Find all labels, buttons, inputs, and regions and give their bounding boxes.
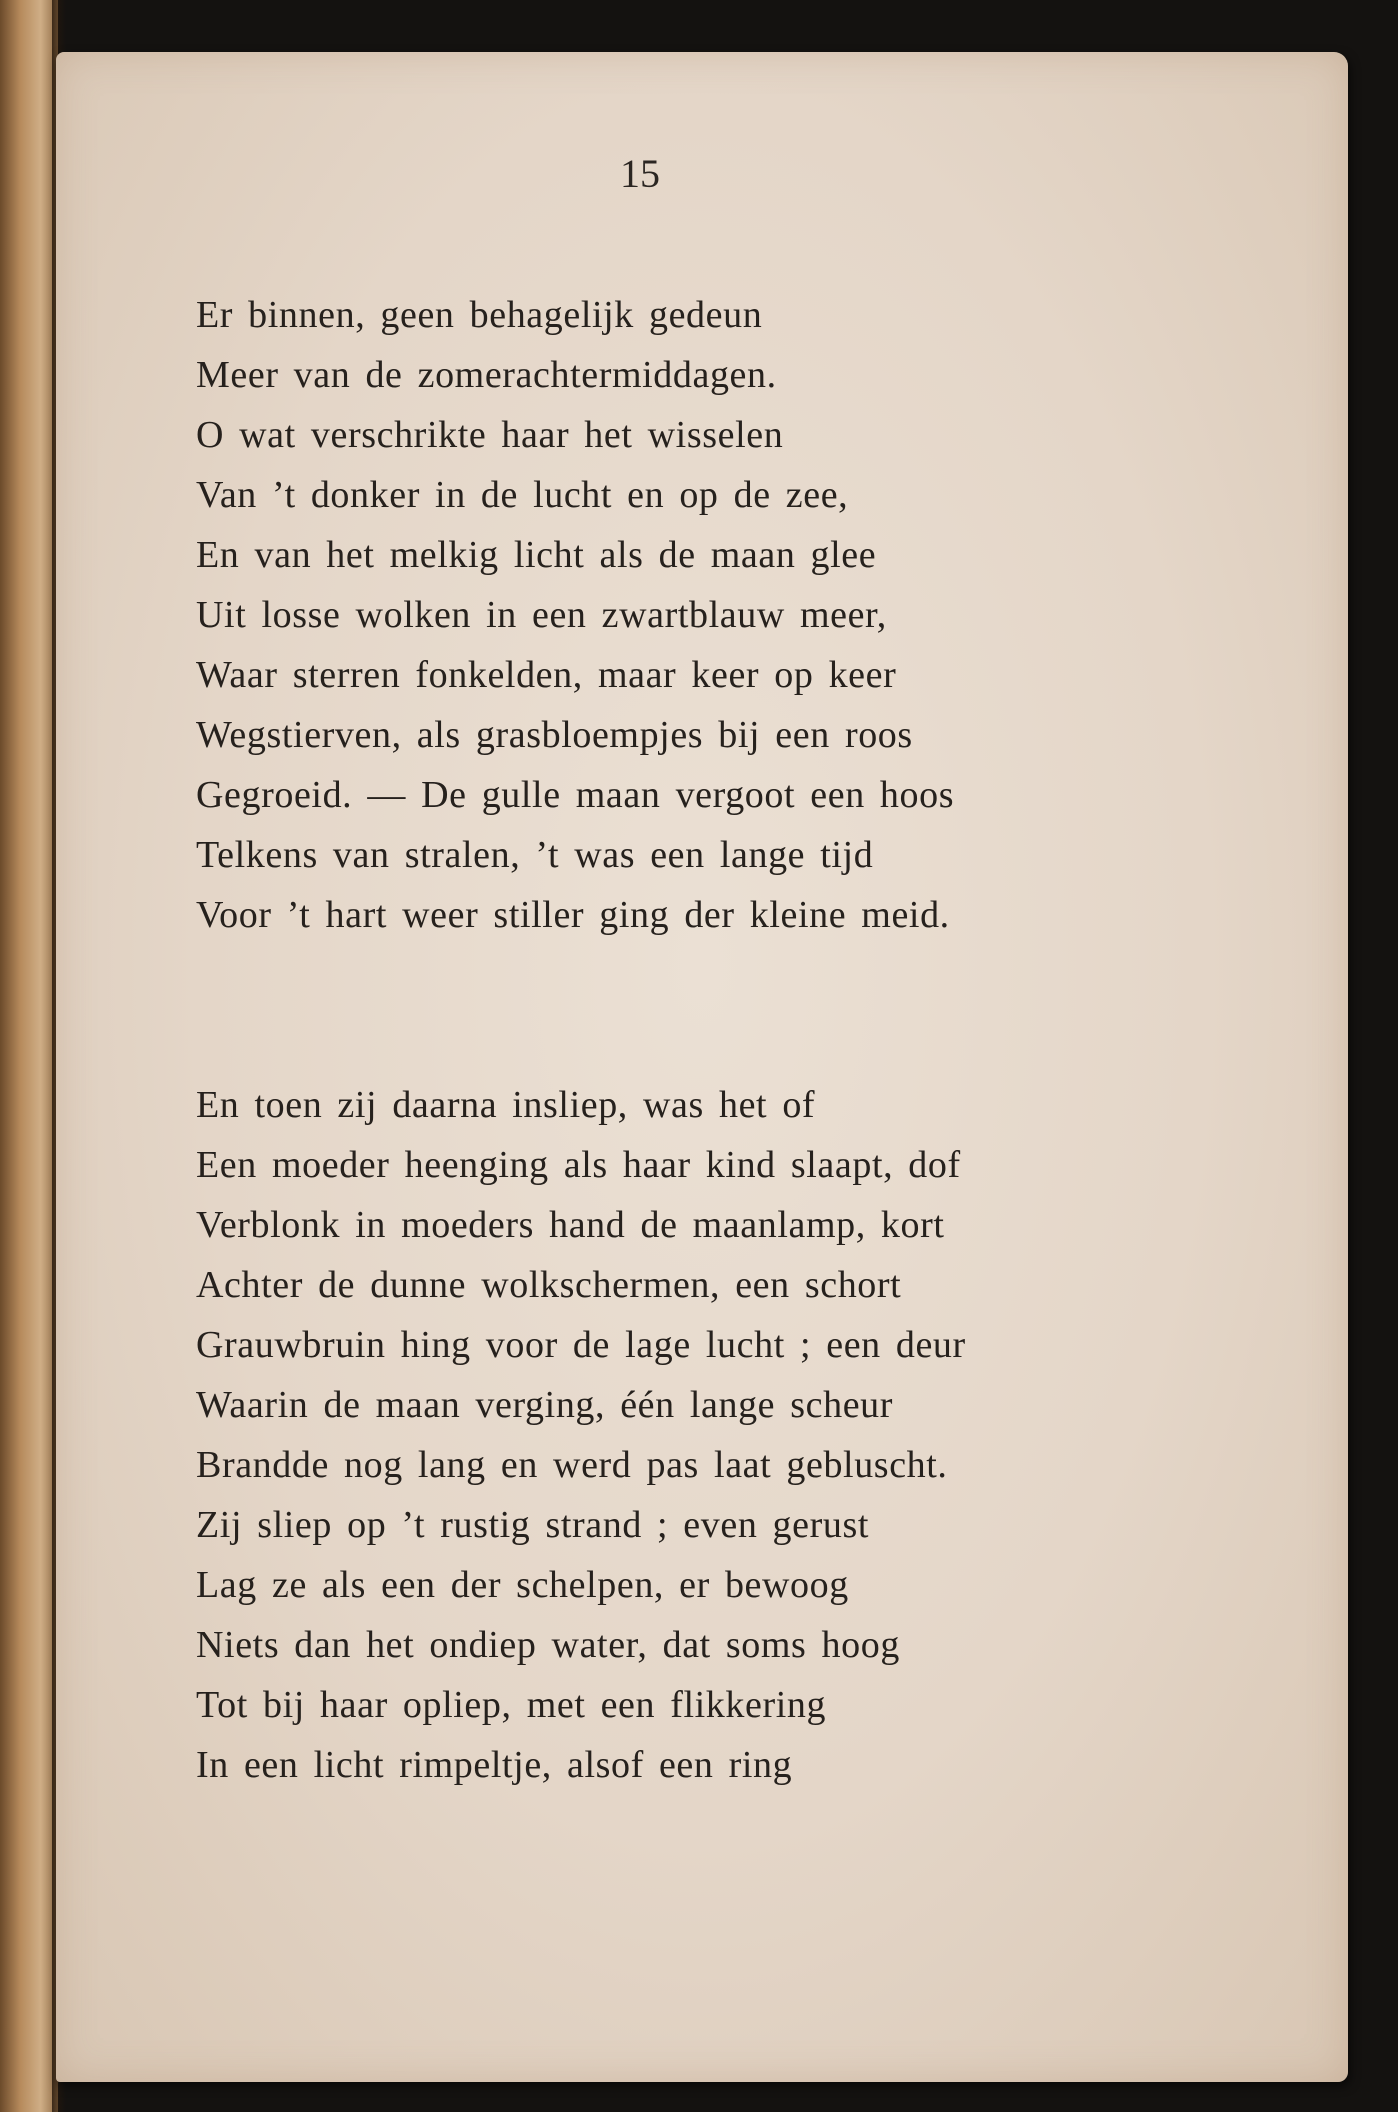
poem-line: En toen zij daarna insliep, was het of xyxy=(196,1084,816,1126)
poem-line: Wegstierven, als grasbloempjes bij een roos xyxy=(196,714,913,756)
poem-line: Waar sterren fonkelden, maar keer op keer xyxy=(196,654,897,696)
poem-line: Meer van de zomerachtermiddagen. xyxy=(196,354,777,396)
previous-page-edge xyxy=(0,0,58,2112)
poem-line: Telkens van stralen, ’t was een lange tijd xyxy=(196,834,874,876)
poem-line: Verblonk in moeders hand de maanlamp, kort xyxy=(196,1204,945,1246)
poem-line: Er binnen, geen behagelijk gedeun xyxy=(196,294,763,336)
poem-line: Achter de dunne wolkschermen, een schort xyxy=(196,1264,902,1306)
poem-stanza-2 xyxy=(196,1075,966,1795)
poem-stanza-1 xyxy=(196,285,954,945)
poem-line: Uit losse wolken in een zwartblauw meer, xyxy=(196,594,887,636)
poem-line: O wat verschrikte haar het wisselen xyxy=(196,414,784,456)
poem-line: Brandde nog lang en werd pas laat gebluscht. xyxy=(196,1444,948,1486)
poem-line: Van ’t donker in de lucht en op de zee, xyxy=(196,474,849,516)
poem-line: Gegroeid. — De gulle maan vergoot een hoos xyxy=(196,774,955,816)
poem-line: Tot bij haar opliep, met een flikkering xyxy=(196,1684,827,1726)
poem-line: Een moeder heenging als haar kind slaapt, dof xyxy=(196,1144,961,1186)
poem-line: Niets dan het ondiep water, dat soms hoog xyxy=(196,1624,900,1666)
poem-line: Zij sliep op ’t rustig strand ; even gerust xyxy=(196,1504,870,1546)
poem-line: In een licht rimpeltje, alsof een ring xyxy=(196,1744,793,1786)
poem-line: Grauwbruin hing voor de lage lucht ; een deur xyxy=(196,1324,966,1366)
poem-line: Lag ze als een der schelpen, er bewoog xyxy=(196,1564,849,1606)
page-number: 15 xyxy=(620,151,660,196)
poem-line: En van het melkig licht als de maan glee xyxy=(196,534,877,576)
poem-line: Waarin de maan verging, één lange scheur xyxy=(196,1384,894,1426)
poem-line: Voor ’t hart weer stiller ging der kleine meid. xyxy=(196,894,950,936)
